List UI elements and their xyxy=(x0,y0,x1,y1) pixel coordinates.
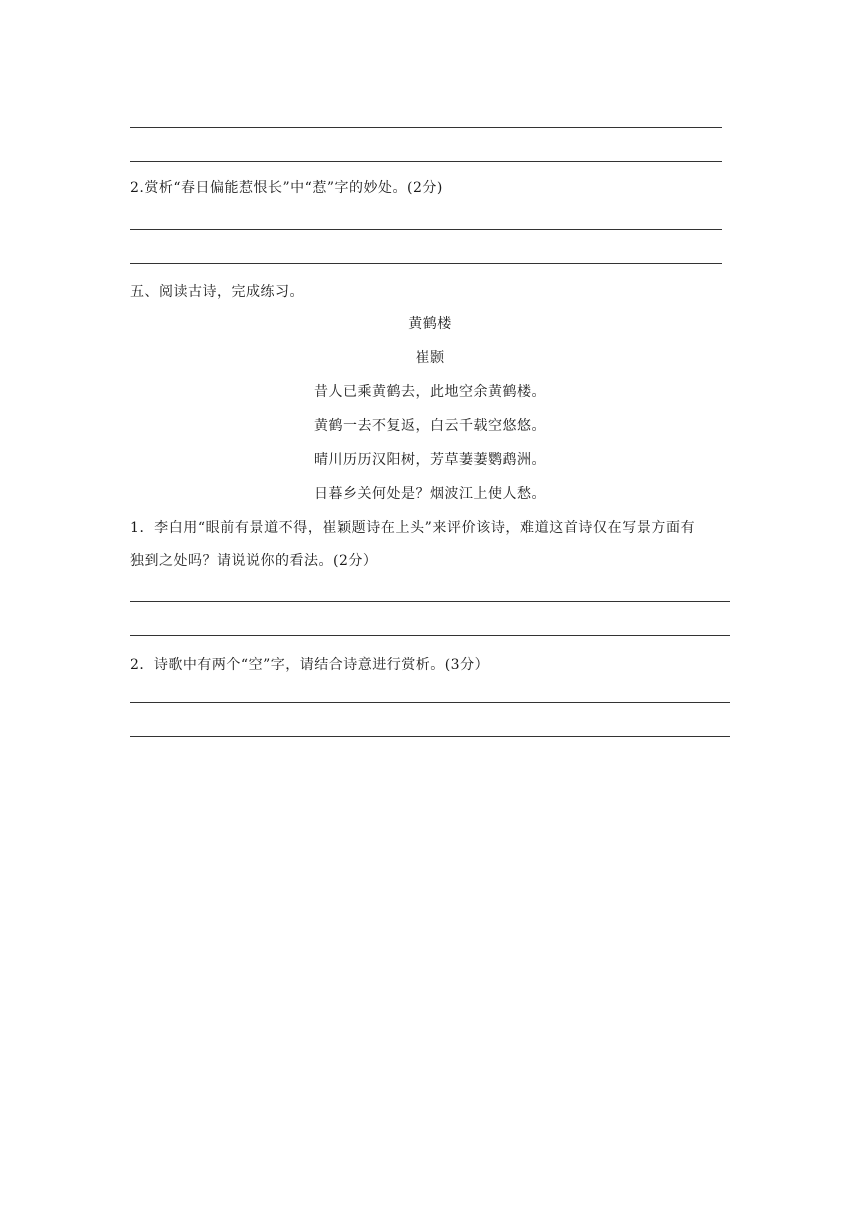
poem-author: 崔颢 xyxy=(415,350,445,366)
question-text: 1．李白用“眼前有景道不得，崔颖题诗在上头”来评价该诗，难道这首诗仅在写景方面有 xyxy=(130,520,696,536)
answer-line xyxy=(130,229,722,230)
answer-line xyxy=(130,736,730,737)
question-text-continued: 独到之处吗？请说说你的看法。(2分） xyxy=(130,553,378,569)
answer-line xyxy=(130,702,730,703)
answer-line xyxy=(130,127,722,128)
section-heading: 五、阅读古诗，完成练习。 xyxy=(130,284,304,300)
poem-title: 黄鹤楼 xyxy=(408,316,452,332)
poem-line: 晴川历历汉阳树，芳草萋萋鹦鹉洲。 xyxy=(314,452,546,468)
answer-line xyxy=(130,601,730,602)
answer-line xyxy=(130,263,722,264)
question-text: 2．诗歌中有两个“空”字，请结合诗意进行赏析。(3分） xyxy=(130,657,490,673)
poem-line: 昔人已乘黄鹤去，此地空余黄鹤楼。 xyxy=(314,384,546,400)
poem-line: 日暮乡关何处是？烟波江上使人愁。 xyxy=(314,486,546,502)
answer-line xyxy=(130,161,722,162)
answer-line xyxy=(130,635,730,636)
question-text: 2.赏析“春日偏能惹恨长”中“惹”字的妙处。(2分) xyxy=(130,180,443,196)
poem-line: 黄鹤一去不复返，白云千载空悠悠。 xyxy=(314,418,546,434)
